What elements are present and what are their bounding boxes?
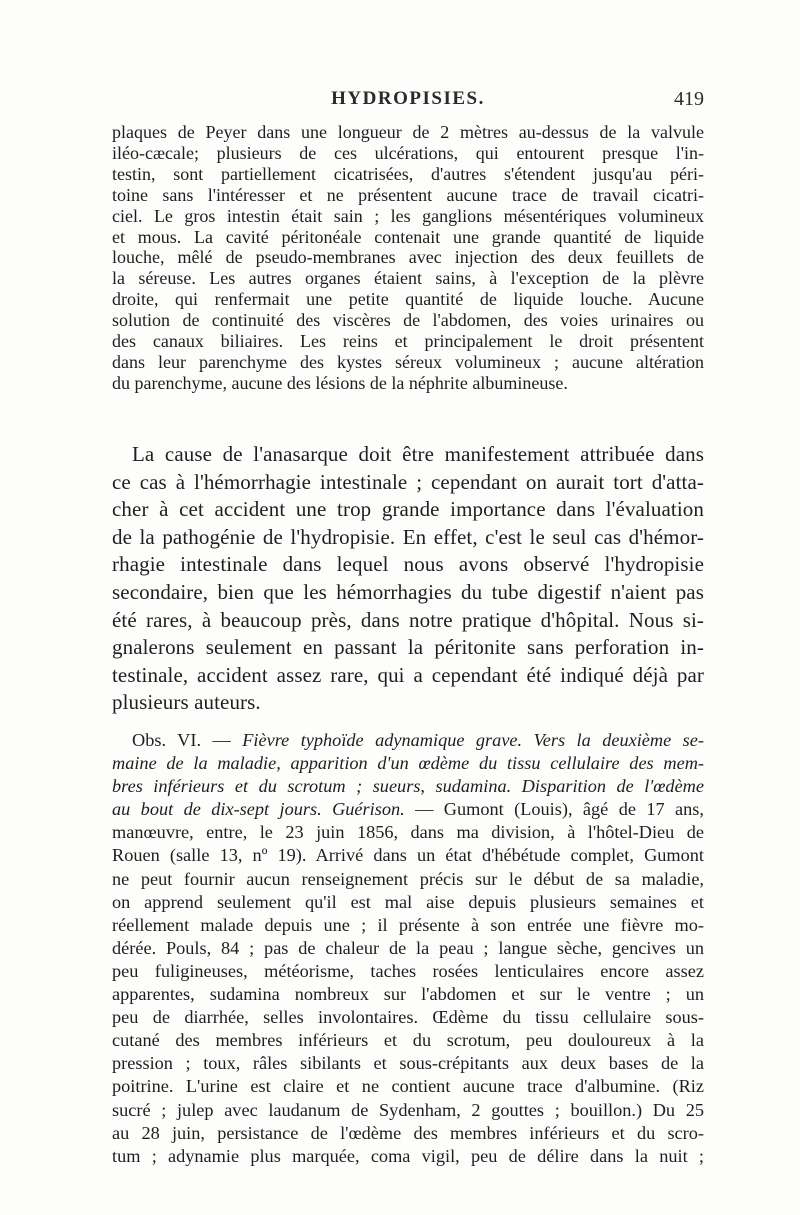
text-line: réellement malade depuis une ; il présente à son entrée une fièvre mo- (112, 914, 704, 935)
text-line: toine sans l'intéresser et ne présentent aucune trace de travail cicatri- (112, 184, 704, 205)
page-number: 419 (674, 88, 704, 110)
text-line: du parenchyme, aucune des lésions de la néphrite albumineuse. (112, 372, 568, 393)
running-head: HYDROPISIES. (331, 88, 485, 109)
text-line: secondaire, bien que les hémorrhagies du tube digestif n'aient pas (112, 579, 704, 604)
observation-title-line: maine de la maladie, apparition d'un œdème du tissu cellulaire des mem- (112, 753, 704, 774)
text-line: on apprend seulement qu'il est mal aise depuis plusieurs semaines et (112, 891, 704, 912)
text-line: été rares, à beaucoup près, dans notre pratique d'hôpital. Nous si- (112, 607, 704, 632)
patient-intro: — Gumont (Louis), âgé de 17 ans, (404, 799, 704, 820)
text-line: cutané des membres inférieurs et du scrotum, peu douloureux à la (112, 1030, 704, 1051)
observation-title-line: bres inférieurs et du scrotum ; sueurs, sudamina. Disparition de l'œdème (112, 776, 704, 797)
observation-vi (112, 729, 704, 1168)
paragraph-autopsy-findings (112, 122, 704, 394)
text-line: plaques de Peyer dans une longueur de 2 mètres au-dessus de la valvule (112, 122, 704, 142)
text-line: pression ; toux, râles sibilants et sous-crépitants aux deux bases de la (112, 1053, 704, 1074)
text-line: au 28 juin, persistance de l'œdème des membres inférieurs et du scro- (112, 1122, 704, 1143)
text-line: dérée. Pouls, 84 ; pas de chaleur de la peau ; langue sèche, gencives un (112, 937, 704, 958)
text-line: et mous. La cavité péritonéale contenait une grande quantité de liquide (112, 226, 704, 247)
text-line: poitrine. L'urine est claire et ne contient aucune trace d'albumine. (Riz (112, 1076, 704, 1097)
text-line: ce cas à l'hémorrhagie intestinale ; cependant on aurait tort d'atta- (112, 469, 704, 494)
observation-title-line (112, 798, 704, 821)
text-line: ciel. Le gros intestin était sain ; les ganglions mésentériques volumineux (112, 205, 704, 226)
text-line: de la pathogénie de l'hydropisie. En effet, c'est le seul cas d'hémor- (112, 524, 704, 549)
observation-heading-line (112, 729, 704, 752)
text-line: cher à cet accident une trop grande importance dans l'évaluation (112, 497, 704, 522)
text-line: la séreuse. Les autres organes étaient sains, à l'exception de la plèvre (112, 268, 704, 289)
text-line: testin, sont partiellement cicatrisées, d'autres s'étendent jusqu'au péri- (112, 163, 704, 184)
text-line: peu fuligineuses, météorisme, taches rosées lenticulaires encore assez (112, 960, 704, 981)
text-line: gnalerons seulement en passant la péritonite sans perforation in- (112, 635, 704, 660)
text-line: iléo-cæcale; plusieurs de ces ulcérations, qui entourent presque l'in- (112, 142, 704, 163)
text-line: manœuvre, entre, le 23 juin 1856, dans ma division, à l'hôtel-Dieu de (112, 822, 704, 843)
text-line: testinale, accident assez rare, qui a cependant été indiqué déjà par (112, 662, 704, 687)
paragraph-anasarca-cause (112, 441, 704, 717)
observation-title: Fièvre typhoïde adynamique grave. Vers la deuxième se- (242, 730, 704, 750)
text-line: ne peut fournir aucun renseignement précis sur le début de sa maladie, (112, 868, 704, 889)
text-line: sucré ; julep avec laudanum de Sydenham, 2 gouttes ; bouillon.) Du 25 (112, 1099, 704, 1120)
text-line: apparentes, sudamina nombreux sur l'abdomen et sur le ventre ; un (112, 984, 704, 1005)
text-line: Rouen (salle 13, nº 19). Arrivé dans un état d'hébétude complet, Gumont (112, 845, 704, 866)
page-header (112, 88, 704, 116)
text-line: solution de continuité des viscères de l'abdomen, des voies urinaires ou (112, 310, 704, 331)
text-line: peu de diarrhée, selles involontaires. Œdème du tissu cellulaire sous- (112, 1007, 704, 1028)
text-line: rhagie intestinale dans lequel nous avons observé l'hydropisie (112, 552, 704, 577)
text-line: droite, qui renfermait une petite quantité de liquide louche. Aucune (112, 289, 704, 310)
text-line: La cause de l'anasarque doit être manifestement attribuée dans (132, 442, 704, 466)
text-line: dans leur parenchyme des kystes séreux volumineux ; aucune altération (112, 351, 704, 372)
text-line: tum ; adynamie plus marquée, coma vigil, peu de délire dans la nuit ; (112, 1145, 704, 1166)
observation-label: Obs. VI. — (132, 730, 243, 750)
text-line: louche, mêlé de pseudo-membranes avec injection des deux feuillets de (112, 247, 704, 268)
text-line: des canaux biliaires. Les reins et principalement le droit présentent (112, 331, 704, 352)
text-line: plusieurs auteurs. (112, 690, 261, 715)
observation-title-end: au bout de dix-sept jours. Guérison. (112, 799, 405, 820)
